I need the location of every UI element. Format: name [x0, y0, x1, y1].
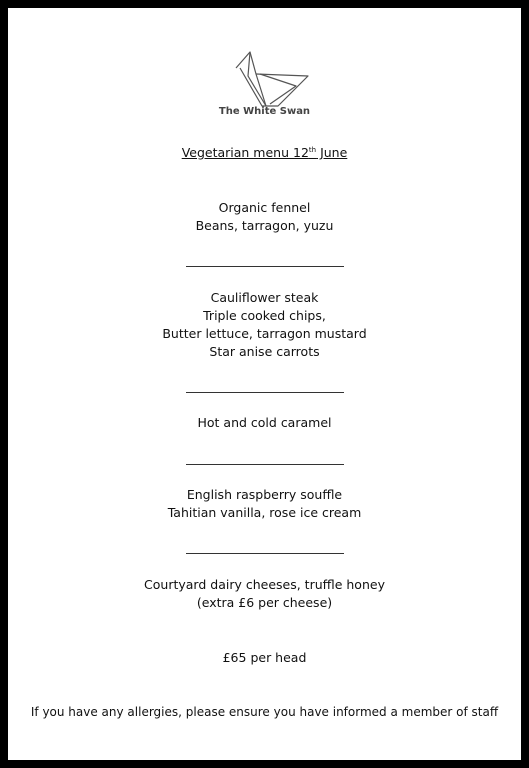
course-2-line-1: Cauliflower steak — [210, 290, 319, 305]
course-4-line-2: Tahitian vanilla, rose ice cream — [167, 505, 362, 520]
course-2-line-3: Butter lettuce, tarragon mustard — [162, 326, 367, 341]
course-divider — [186, 553, 344, 554]
course-divider — [186, 392, 344, 393]
course-1-line-2: Beans, tarragon, yuzu — [195, 218, 334, 233]
course-5-line-2: (extra £6 per cheese) — [196, 595, 333, 610]
course-2-line-4: Star anise carrots — [209, 344, 320, 359]
menu-title-suffix: June — [316, 145, 348, 160]
menu-title-sup: th — [308, 145, 317, 154]
course-divider — [186, 266, 344, 267]
price: £65 per head — [222, 650, 307, 665]
course-2-line-2: Triple cooked chips, — [203, 308, 326, 323]
origami-swan-icon — [226, 46, 318, 110]
menu-title — [8, 145, 521, 160]
course-3-line-1: Hot and cold caramel — [197, 415, 332, 430]
menu-page — [8, 8, 521, 760]
course-5-line-1: Courtyard dairy cheeses, truffle honey — [144, 577, 385, 592]
menu-title-prefix: Vegetarian menu 12 — [181, 145, 309, 160]
course-1-line-1: Organic fennel — [218, 200, 311, 215]
course-divider — [186, 464, 344, 465]
allergy-note: If you have any allergies, please ensure you have informed a member of staff — [30, 705, 499, 719]
course-4-line-1: English raspberry souffle — [186, 487, 343, 502]
brand-name: The White Swan — [218, 106, 311, 117]
